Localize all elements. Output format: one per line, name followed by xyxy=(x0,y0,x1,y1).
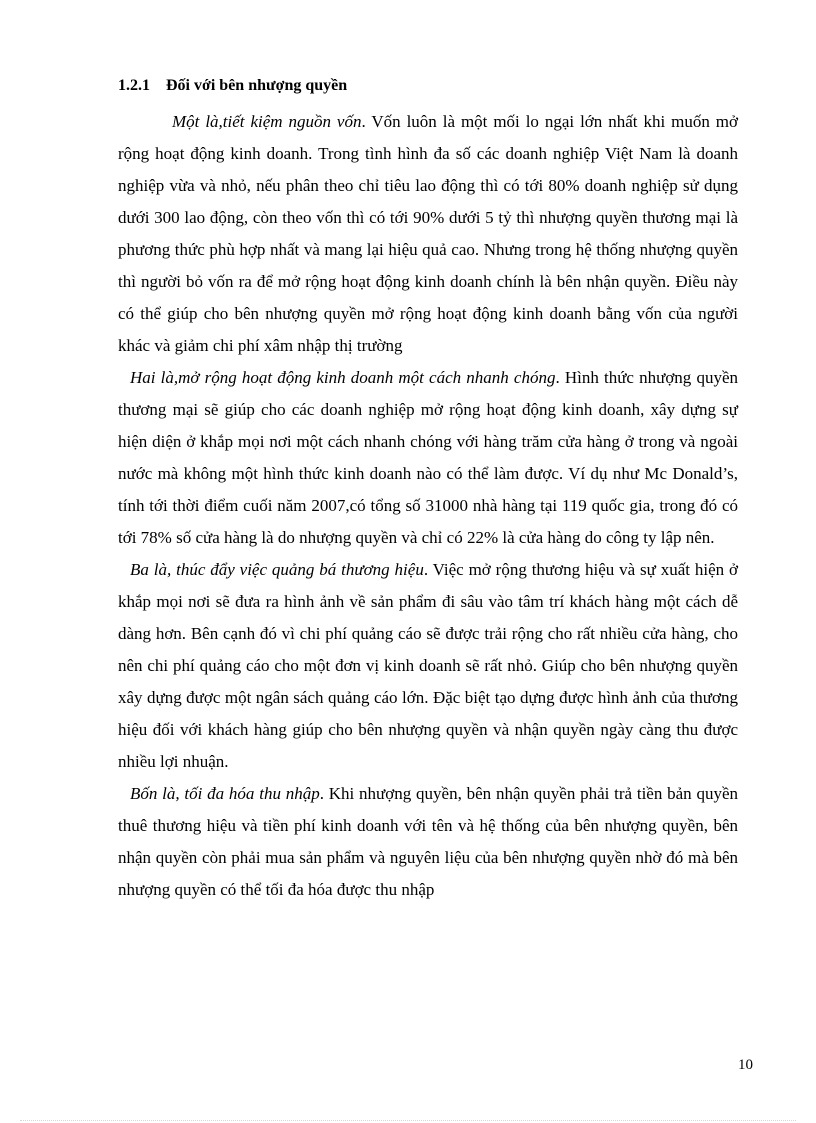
paragraph-3 xyxy=(118,554,738,778)
paragraph-2-text: . Hình thức nhượng quyền thương mại sẽ giúp cho các doanh nghiệp mở rộng hoạt động kinh doanh, xây dựng sự hiện diện ở khắp mọi nơi một cách nhanh chóng với hàng trăm cửa hàng ở trong và ngoài nước mà không một hình thức kinh doanh nào có thể làm được. Ví dụ như Mc Donald’s, tính tới thời điểm cuối năm 2007,có tổng số 31000 nhà hàng tại 119 quốc gia, trong đó có tới 78% số cửa hàng là do nhượng quyền và chỉ có 22% là cửa hàng do công ty lập nên. xyxy=(118,368,738,547)
section-number: 1.2.1 xyxy=(118,77,150,94)
paragraph-1-text: . Vốn luôn là một mối lo ngại lớn nhất khi muốn mở rộng hoạt động kinh doanh. Trong tình hình đa số các doanh nghiệp Việt Nam là doanh nghiệp vừa và nhỏ, nếu phân theo chỉ tiêu lao động thì có tới 80% doanh nghiệp sử dụng dưới 300 lao động, còn theo vốn thì có tới 90% dưới 5 tỷ thì nhượng quyền thương mại là phương thức phù hợp nhất và mang lại hiệu quả cao. Nhưng trong hệ thống nhượng quyền thì người bỏ vốn ra để mở rộng hoạt động kinh doanh chính là bên nhận quyền. Điều này có thể giúp cho bên nhượng quyền mở rộng hoạt động kinh doanh bằng vốn của người khác và giảm chi phí xâm nhập thị trường xyxy=(118,112,738,355)
paragraph-1-lead: Một là,tiết kiệm nguồn vốn xyxy=(172,112,362,131)
paragraph-2 xyxy=(118,362,738,554)
paragraph-4-lead: Bốn là, tối đa hóa thu nhập xyxy=(130,784,320,803)
page-number: 10 xyxy=(738,1057,753,1073)
paragraph-2-lead: Hai là,mở rộng hoạt động kinh doanh một cách nhanh chóng xyxy=(130,368,556,387)
paragraph-1 xyxy=(118,106,738,362)
paragraph-4 xyxy=(118,778,738,906)
paragraph-3-lead: Ba là, thúc đẩy việc quảng bá thương hiệu xyxy=(130,560,424,579)
paragraph-3-text: . Việc mở rộng thương hiệu và sự xuất hiện ở khắp mọi nơi sẽ đưa ra hình ảnh về sản phẩm đi sâu vào tâm trí khách hàng một cách dễ dàng hơn. Bên cạnh đó vì chi phí quảng cáo sẽ được trải rộng cho rất nhiều cửa hàng, cho nên chi phí quảng cáo cho một đơn vị kinh doanh sẽ rất nhỏ. Giúp cho bên nhượng quyền xây dựng được một ngân sách quảng cáo lớn. Đặc biệt tạo dựng được hình ảnh của thương hiệu đối với khách hàng giúp cho bên nhượng quyền và nhận quyền ngày càng thu được nhiều lợi nhuận. xyxy=(118,560,739,771)
paragraph-4-text: . Khi nhượng quyền, bên nhận quyền phải trả tiền bản quyền thuê thương hiệu và tiền phí kinh doanh với tên và hệ thống của bên nhượng quyền, bên nhận quyền còn phải mua sản phẩm và nguyên liệu của bên nhượng quyền nhờ đó mà bên nhượng quyền có thể tối đa hóa được thu nhập xyxy=(118,784,739,899)
section-heading xyxy=(118,76,347,96)
page-bottom-divider xyxy=(20,1120,796,1121)
body-text xyxy=(118,106,738,906)
section-title: Đối với bên nhượng quyền xyxy=(166,77,348,94)
